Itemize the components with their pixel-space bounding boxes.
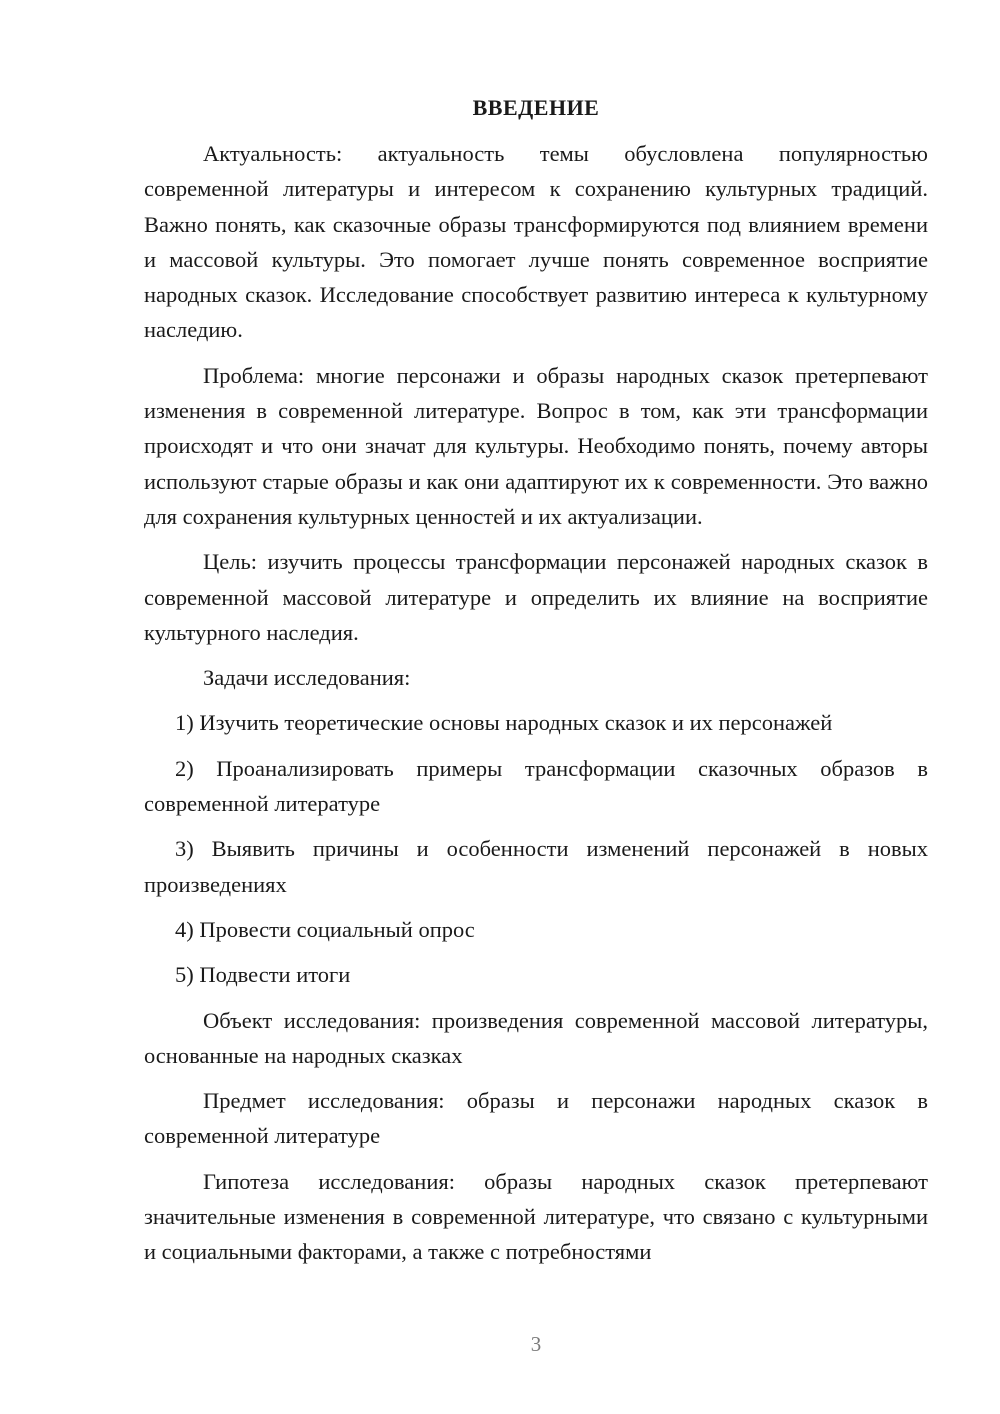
paragraph-object: Объект исследования: произведения современной массовой литературы, основанные на народных сказках (144, 1007, 928, 1068)
paragraph-hypothesis: Гипотеза исследования: образы народных сказок претерпевают значительные изменения в современной литературе, что связано с культурными и социальными факторами, а также с потребностями (144, 1168, 928, 1265)
task-item-1: 1) Изучить теоретические основы народных сказок и их персонажей (175, 710, 833, 736)
task-item-3: 3) Выявить причины и особенности изменений персонажей в новых произведениях (144, 836, 928, 897)
paragraph-relevance: Актуальность: актуальность темы обусловлена популярностью современной литературы и интересом к сохранению культурных традиций. Важно понять, как сказочные образы трансформируются под влиянием времени и массовой культуры. Это помогает лучше понять современное восприятие народных сказок. Исследование способствует развитию интереса к культурному наследию. (144, 141, 928, 343)
task-item-4: 4) Провести социальный опрос (175, 916, 475, 942)
tasks-heading: Задачи исследования: (203, 665, 411, 691)
paragraph-subject: Предмет исследования: образы и персонажи народных сказок в современной литературе (144, 1088, 928, 1149)
paragraph-problem: Проблема: многие персонажи и образы народных сказок претерпевают изменения в современной литературе. Вопрос в том, как эти трансформации происходят и что они значат для культуры. Необходимо понять, почему авторы используют старые образы и как они адаптируют их к современности. Это важно для сохранения культурных ценностей и их актуализации. (144, 362, 928, 529)
page-number: 3 (530, 1332, 542, 1356)
page-title: ВВЕДЕНИЕ (472, 95, 600, 120)
task-item-5: 5) Подвести итоги (175, 962, 351, 988)
paragraph-goal: Цель: изучить процессы трансформации персонажей народных сказок в современной массовой литературе и определить их влияние на восприятие культурного наследия. (144, 549, 928, 645)
document-page (144, 90, 928, 1280)
task-item-2: 2) Проанализировать примеры трансформации сказочных образов в современной литературе (144, 755, 928, 817)
